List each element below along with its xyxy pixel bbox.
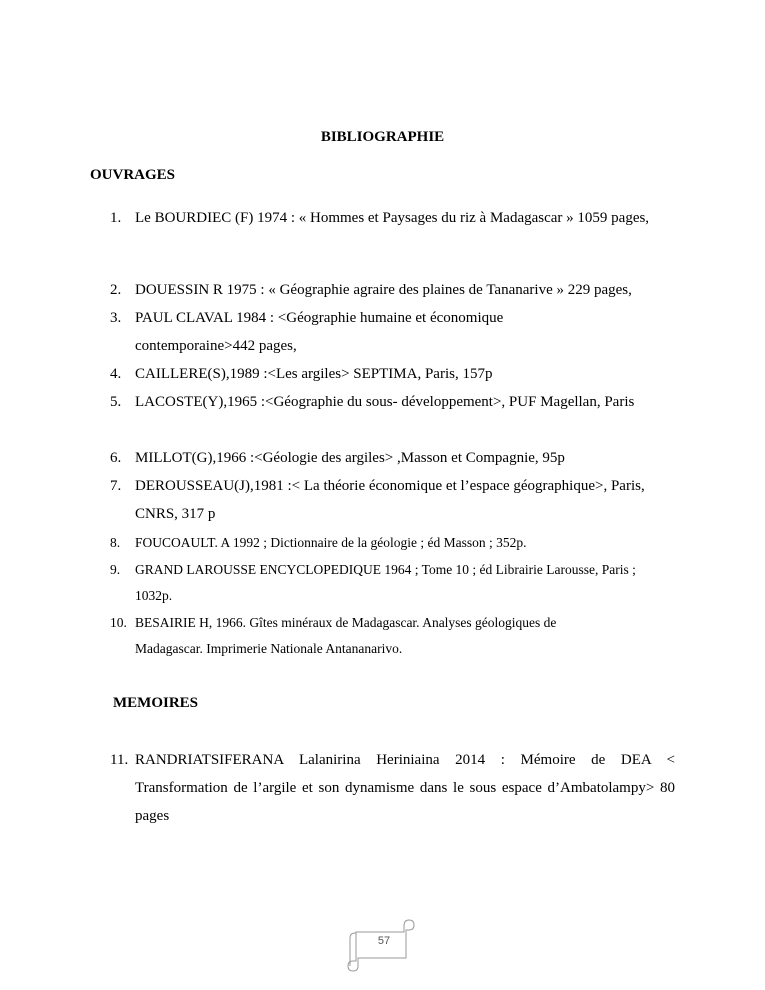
item-number: 9.: [110, 562, 121, 577]
item-text: LACOSTE(Y),1965 :<Géographie du sous- développement>, PUF Magellan, Paris: [135, 394, 635, 410]
item-number: 11.: [110, 752, 129, 768]
item-number: 6.: [110, 450, 122, 466]
item-number: 3.: [110, 310, 122, 326]
bibliography-item: [110, 276, 675, 304]
item-text: Le BOURDIEC (F) 1974 : « Hommes et Paysages du riz à Madagascar » 1059 pages,: [135, 210, 650, 226]
item-number: 2.: [110, 282, 122, 298]
bibliography-item: [110, 746, 675, 830]
item-text: DOUESSIN R 1975 : « Géographie agraire des plaines de Tananarive » 229 pages,: [135, 282, 632, 298]
item-number: 4.: [110, 366, 122, 382]
section-heading-memoires: MEMOIRES: [113, 695, 199, 711]
item-text: CAILLERE(S),1989 :<Les argiles> SEPTIMA, Paris, 157p: [135, 366, 493, 382]
item-number: 8.: [110, 535, 121, 550]
item-text: BESAIRIE H, 1966. Gîtes minéraux de Madagascar. Analyses géologiques de Madagascar. Imprimerie Nationale Antananarivo.: [135, 615, 557, 656]
bibliography-item: [110, 557, 655, 609]
item-text: GRAND LAROUSSE ENCYCLOPEDIQUE 1964 ; Tome 10 ; éd Librairie Larousse, Paris ; 1032p.: [135, 562, 636, 603]
item-number: 1.: [110, 210, 122, 226]
item-text: MILLOT(G),1966 :<Géologie des argiles> ,Masson et Compagnie, 95p: [135, 450, 565, 466]
bibliography-item: [110, 304, 550, 360]
bibliography-item: [110, 472, 655, 528]
bibliography-item: [110, 204, 675, 232]
bibliography-item: [110, 444, 675, 472]
item-text: FOUCOAULT. A 1992 ; Dictionnaire de la géologie ; éd Masson ; 352p.: [135, 535, 527, 550]
item-text: PAUL CLAVAL 1984 : <Géographie humaine et économique contemporaine>442 pages,: [135, 310, 504, 354]
item-text: RANDRIATSIFERANA Lalanirina Heriniaina 2014 : Mémoire de DEA < Transformation de l’argile et son dynamisme dans le sous espace d’Ambatolampy> 80 pages: [135, 752, 675, 824]
page-title: BIBLIOGRAPHIE: [320, 129, 445, 145]
section-heading-ouvrages: OUVRAGES: [90, 167, 176, 183]
bibliography-item: [110, 610, 610, 662]
item-number: 7.: [110, 478, 122, 494]
item-text: DEROUSSEAU(J),1981 :< La théorie économique et l’espace géographique>, Paris, CNRS, 317 p: [135, 478, 645, 522]
bibliography-item: [110, 530, 675, 556]
item-number: 10.: [110, 615, 127, 630]
bibliography-item: [110, 388, 650, 416]
page-number: 57: [377, 935, 391, 947]
item-number: 5.: [110, 394, 122, 410]
bibliography-item: [110, 360, 675, 388]
